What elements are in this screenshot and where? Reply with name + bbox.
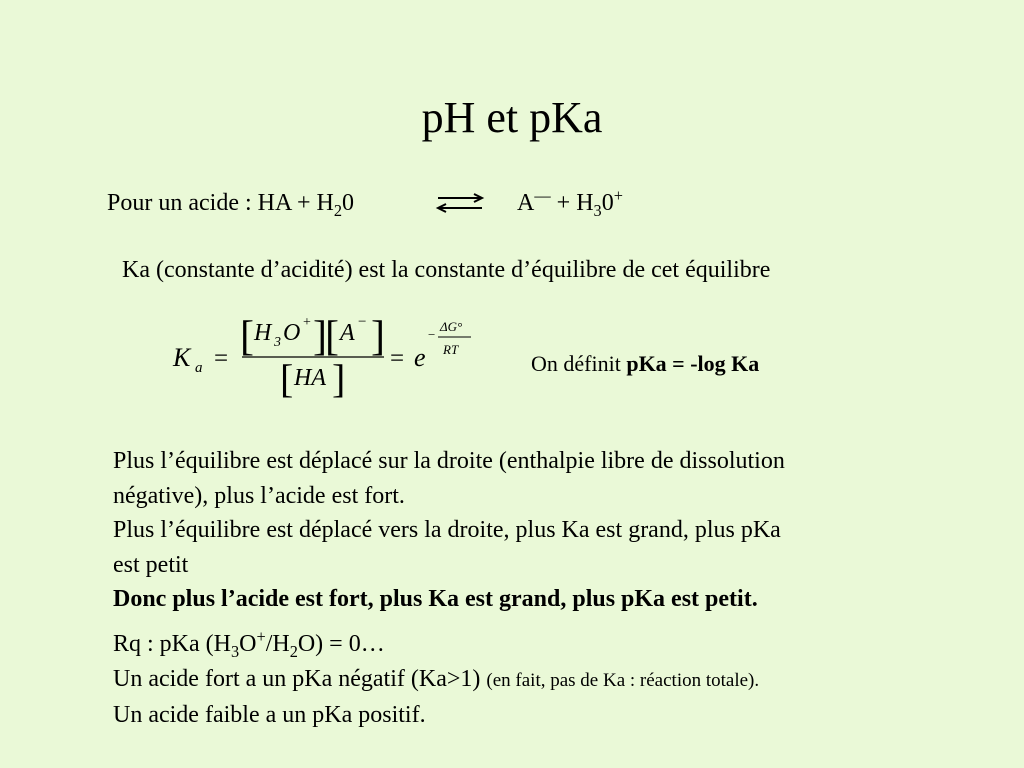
formula-anion: A bbox=[340, 320, 355, 346]
paragraph-line: Plus l’équilibre est déplacé vers la droite, plus Ka est grand, plus pKa bbox=[113, 517, 781, 543]
reaction-reactants bbox=[107, 190, 354, 220]
formula-equals-2: = bbox=[390, 345, 405, 372]
equilibrium-arrows-icon bbox=[434, 193, 486, 213]
pka-definition-prefix: On définit bbox=[531, 351, 627, 376]
rq-part-b: O bbox=[239, 631, 257, 657]
pka-definition bbox=[531, 351, 759, 377]
reaction-anion-charge: — bbox=[534, 186, 551, 205]
formula-e: e bbox=[414, 343, 426, 372]
conclusion-line: Donc plus l’acide est fort, plus Ka est grand, plus pKa est petit. bbox=[113, 586, 758, 612]
formula-exp-minus: − bbox=[428, 327, 436, 342]
reaction-sub-2: 2 bbox=[333, 200, 342, 220]
reaction-anion: A bbox=[517, 190, 535, 216]
slide-title: pH et pKa bbox=[421, 93, 603, 142]
formula-ha: HA bbox=[294, 365, 326, 391]
formula-delta-g: ΔG° bbox=[440, 319, 463, 334]
formula-o: O bbox=[283, 320, 301, 346]
reaction-products bbox=[517, 186, 623, 220]
rq-part-d: O) = 0… bbox=[297, 631, 385, 657]
remark-line-strong-acid bbox=[113, 662, 759, 699]
formula-o-charge: + bbox=[303, 315, 311, 330]
reaction-zero-1: 0 bbox=[342, 190, 354, 216]
rq-sub-3: 3 bbox=[230, 641, 240, 661]
reaction-sub-3: 3 bbox=[593, 200, 602, 220]
ka-formula bbox=[170, 308, 480, 404]
formula-anion-charge: − bbox=[358, 314, 367, 330]
pka-definition-formula: pKa = -log Ka bbox=[626, 351, 760, 376]
formula-h-sub: 3 bbox=[274, 335, 281, 350]
formula-bracket-4: ] bbox=[371, 314, 385, 360]
formula-bracket-3: [ bbox=[325, 314, 339, 360]
reaction-cation-charge: + bbox=[613, 186, 623, 205]
rq-sub-2: 2 bbox=[289, 641, 298, 661]
reaction-plus-h: + H bbox=[550, 190, 594, 216]
paragraph-line: négative), plus l’acide est fort. bbox=[113, 482, 405, 509]
formula-a-subscript: a bbox=[195, 360, 203, 376]
paragraph-line: est petit bbox=[113, 551, 189, 578]
rq-part-a: Rq : pKa (H bbox=[113, 631, 231, 657]
explanation-paragraph bbox=[113, 444, 785, 617]
rq-sup-plus: + bbox=[256, 627, 266, 646]
paragraph-line: Plus l’équilibre est déplacé sur la droite (enthalpie libre de dissolution bbox=[113, 448, 785, 474]
formula-rt: RT bbox=[443, 342, 459, 357]
formula-bracket-1: [ bbox=[240, 314, 254, 360]
ka-definition: Ka (constante d’acidité) est la constante d’équilibre de cet équilibre bbox=[122, 257, 771, 283]
formula-bracket-2: ] bbox=[313, 314, 327, 360]
rq-part-c: /H bbox=[265, 631, 290, 657]
formula-equals-1: = bbox=[214, 345, 229, 372]
formula-h: H bbox=[254, 320, 272, 346]
formula-bracket-5: [ bbox=[280, 356, 294, 401]
remark-line-rq bbox=[113, 627, 759, 662]
formula-bracket-6: ] bbox=[332, 356, 346, 401]
remarks-block bbox=[113, 627, 759, 733]
reaction-lead: Pour un acide : HA + H bbox=[107, 190, 334, 216]
formula-k: K bbox=[173, 343, 191, 372]
strong-acid-main: Un acide fort a un pKa négatif (Ka>1) bbox=[113, 665, 487, 692]
remark-line-weak-acid: Un acide faible a un pKa positif. bbox=[113, 702, 426, 728]
reaction-zero-2: 0 bbox=[601, 190, 614, 216]
strong-acid-note: (en fait, pas de Ka : réaction totale). bbox=[486, 669, 760, 691]
